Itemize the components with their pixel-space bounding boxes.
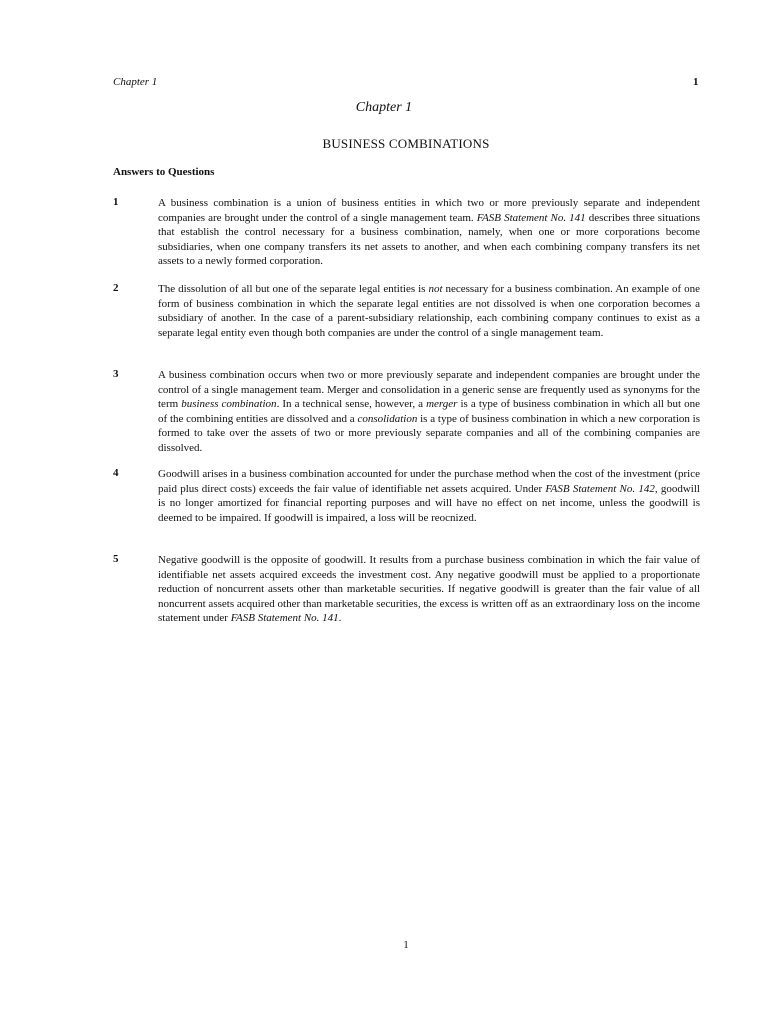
answer-text: The dissolution of all but one of the separate legal entities is not necessary for a business combination. An example of one form of business combination in which the separate legal entities are not dissolved is when one corporation becomes a subsidiary of another. In the case of a parent-subsidiary relationship, each combining company continues to exist as a separate legal entity even though both companies are under the control of a single management team. — [158, 283, 700, 339]
answer-number: 5 — [113, 553, 119, 565]
answer-number: 2 — [113, 282, 119, 294]
answers-subheading: Answers to Questions — [113, 166, 215, 178]
answer-number: 1 — [113, 196, 119, 208]
answer-text: A business combination is a union of business entities in which two or more previously separate and independent companies are brought under the control of a single management team. FASB Statement No. 141 describes three situations that establish the control necessary for a business combination, namely, when one or more corporations become subsidiaries, when one company transfers its net assets to another, and when each combining company transfers its net assets to a newly formed corporation. — [158, 197, 700, 268]
answer-number: 4 — [113, 467, 119, 479]
answer-text: Negative goodwill is the opposite of goodwill. It results from a purchase business combination in which the fair value of identifiable net assets acquired exceeds the investment cost. Any negative goodwill must be applied to a proportionate reduction of noncurrent assets other than marketable securities. If negative goodwill is greater than the fair value of all noncurrent assets acquired other than marketable securities, the excess is written off as an extraordinary loss on the income statement under FASB Statement No. 141. — [158, 554, 700, 625]
running-header-page-number: 1 — [693, 76, 699, 88]
page-footer-number: 1 — [403, 939, 409, 951]
answer-text: A business combination occurs when two or more previously separate and independent companies are brought under the control of a single management team. Merger and consolidation in a generic sense are frequently used as synonyms for the term business combination. In a technical sense, however, a merger is a type of business combination in which all but one of the combining entities are dissolved and a consolidation is a type of business combination in which a new corporation is formed to take over the assets of two or more previously separate companies and all of the combining companies are dissolved. — [158, 369, 700, 454]
running-header-chapter: Chapter 1 — [113, 76, 158, 88]
section-title: BUSINESS COMBINATIONS — [322, 136, 490, 151]
chapter-title: Chapter 1 — [355, 100, 413, 115]
answer-text: Goodwill arises in a business combination accounted for under the purchase method when the cost of the investment (price paid plus direct costs) exceeds the fair value of identifiable net assets acquired. Under FASB Statement No. 142, goodwill is no longer amortized for financial reporting purposes and will have no effect on net income, unless the goodwill is deemed to be impaired. If goodwill is impaired, a loss will be reocnized. — [158, 468, 700, 524]
answer-number: 3 — [113, 368, 119, 380]
